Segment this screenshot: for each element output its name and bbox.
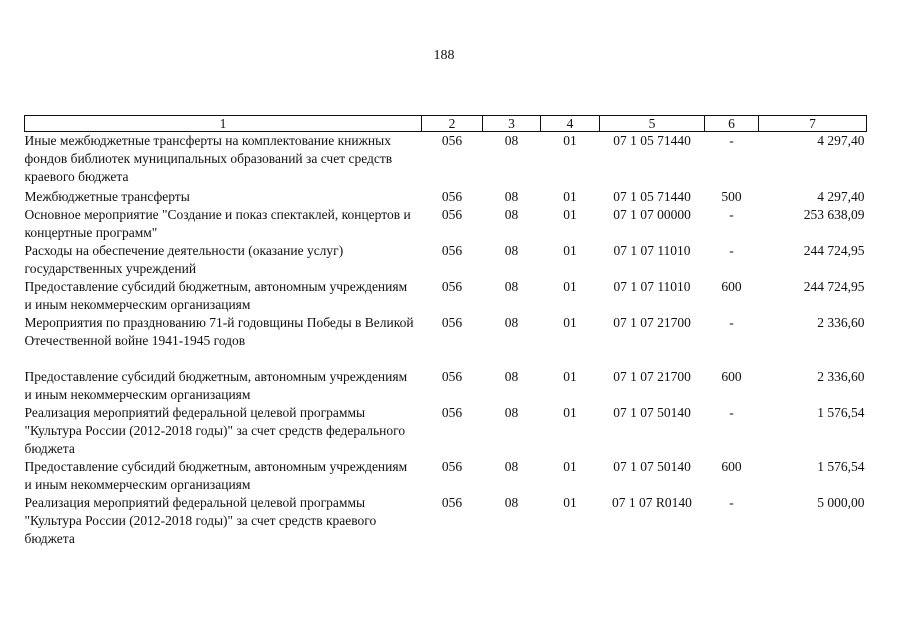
- row-name: Основное мероприятие "Создание и показ спектаклей, концертов и концертные программ": [24, 207, 411, 240]
- row-amount: 244 724,95: [803, 279, 865, 294]
- row-admin-code: 056: [441, 315, 463, 330]
- row-amount: 244 724,95: [803, 243, 865, 258]
- row-name: Реализация мероприятий федеральной целевой программы "Культура России (2012-2018 годы)" за счет средств краевого бюджета: [24, 495, 377, 546]
- row-target-article: 07 1 07 11010: [613, 243, 691, 258]
- page-number: 188: [433, 48, 455, 63]
- row-section: 08: [504, 315, 519, 330]
- table-header-row: [25, 116, 867, 132]
- column-header-4: 4: [541, 116, 600, 132]
- row-expense-type: -: [729, 495, 734, 510]
- budget-table: [24, 115, 867, 548]
- row-target-article: 07 1 07 50140: [613, 405, 691, 420]
- row-expense-type: 600: [721, 279, 742, 294]
- row-target-article: 07 1 07 11010: [613, 279, 691, 294]
- column-header-1: 1: [25, 116, 422, 132]
- row-subsection: 01: [563, 459, 577, 474]
- row-admin-code: 056: [441, 133, 463, 148]
- row-amount: 5 000,00: [817, 495, 865, 510]
- table-row: [25, 188, 867, 206]
- row-admin-code: 056: [441, 207, 463, 222]
- row-amount: 1 576,54: [817, 405, 865, 420]
- row-admin-code: 056: [441, 459, 463, 474]
- row-subsection: 01: [563, 189, 577, 204]
- row-amount: 2 336,60: [817, 315, 865, 330]
- table-row: [25, 404, 867, 458]
- row-section: 08: [504, 207, 519, 222]
- row-admin-code: 056: [441, 369, 463, 384]
- column-header-5: 5: [600, 116, 705, 132]
- row-section: 08: [504, 405, 519, 420]
- row-expense-type: -: [729, 315, 734, 330]
- table-row: [25, 314, 867, 368]
- row-section: 08: [504, 279, 519, 294]
- row-name: Расходы на обеспечение деятельности (оказание услуг) государственных учреждений: [24, 243, 344, 276]
- row-expense-type: 600: [721, 369, 742, 384]
- row-amount: 4 297,40: [817, 133, 865, 148]
- table-row: [25, 278, 867, 314]
- row-target-article: 07 1 05 71440: [613, 189, 691, 204]
- row-admin-code: 056: [441, 189, 463, 204]
- table-row: [25, 132, 867, 189]
- table-row: [25, 494, 867, 548]
- column-header-2: 2: [422, 116, 483, 132]
- row-amount: 1 576,54: [817, 459, 865, 474]
- row-subsection: 01: [563, 315, 577, 330]
- row-section: 08: [504, 459, 519, 474]
- row-expense-type: -: [729, 133, 734, 148]
- row-subsection: 01: [563, 405, 577, 420]
- row-section: 08: [504, 189, 519, 204]
- table-row: [25, 458, 867, 494]
- row-amount: 2 336,60: [817, 369, 865, 384]
- row-admin-code: 056: [441, 279, 463, 294]
- row-expense-type: -: [729, 243, 734, 258]
- table-row: [25, 206, 867, 242]
- row-section: 08: [504, 243, 519, 258]
- row-admin-code: 056: [441, 243, 463, 258]
- column-header-6: 6: [705, 116, 759, 132]
- row-target-article: 07 1 05 71440: [613, 133, 691, 148]
- row-name: Мероприятия по празднованию 71-й годовщины Победы в Великой Отечественной войне 1941-1945 годов: [24, 315, 414, 348]
- row-section: 08: [504, 495, 519, 510]
- row-target-article: 07 1 07 21700: [613, 315, 691, 330]
- row-name: Предоставление субсидий бюджетным, автономным учреждениям и иным некоммерческим организациям: [24, 279, 408, 312]
- column-header-3: 3: [483, 116, 541, 132]
- row-expense-type: 500: [721, 189, 742, 204]
- row-subsection: 01: [563, 495, 577, 510]
- row-name: Предоставление субсидий бюджетным, автономным учреждениям и иным некоммерческим организациям: [24, 369, 408, 402]
- row-target-article: 07 1 07 00000: [613, 207, 691, 222]
- row-target-article: 07 1 07 21700: [613, 369, 691, 384]
- row-amount: 253 638,09: [803, 207, 865, 222]
- row-target-article: 07 1 07 50140: [613, 459, 691, 474]
- row-amount: 4 297,40: [817, 189, 865, 204]
- row-name: Предоставление субсидий бюджетным, автономным учреждениям и иным некоммерческим организациям: [24, 459, 408, 492]
- row-target-article: 07 1 07 R0140: [612, 495, 692, 510]
- row-subsection: 01: [563, 369, 577, 384]
- row-subsection: 01: [563, 207, 577, 222]
- row-section: 08: [504, 133, 519, 148]
- row-admin-code: 056: [441, 405, 463, 420]
- row-expense-type: 600: [721, 459, 742, 474]
- row-name: Иные межбюджетные трансферты на комплектование книжных фондов библиотек муниципальных образований за счет средств краевого бюджета: [24, 133, 393, 184]
- row-name: Реализация мероприятий федеральной целевой программы "Культура России (2012-2018 годы)" за счет средств федерального бюджета: [24, 405, 406, 456]
- row-section: 08: [504, 369, 519, 384]
- row-admin-code: 056: [441, 495, 463, 510]
- row-subsection: 01: [563, 279, 577, 294]
- row-name: Межбюджетные трансферты: [24, 189, 190, 204]
- row-expense-type: -: [729, 207, 734, 222]
- row-expense-type: -: [729, 405, 734, 420]
- column-header-7: 7: [759, 116, 867, 132]
- table-row: [25, 242, 867, 278]
- row-subsection: 01: [563, 243, 577, 258]
- row-subsection: 01: [563, 133, 577, 148]
- table-row: [25, 368, 867, 404]
